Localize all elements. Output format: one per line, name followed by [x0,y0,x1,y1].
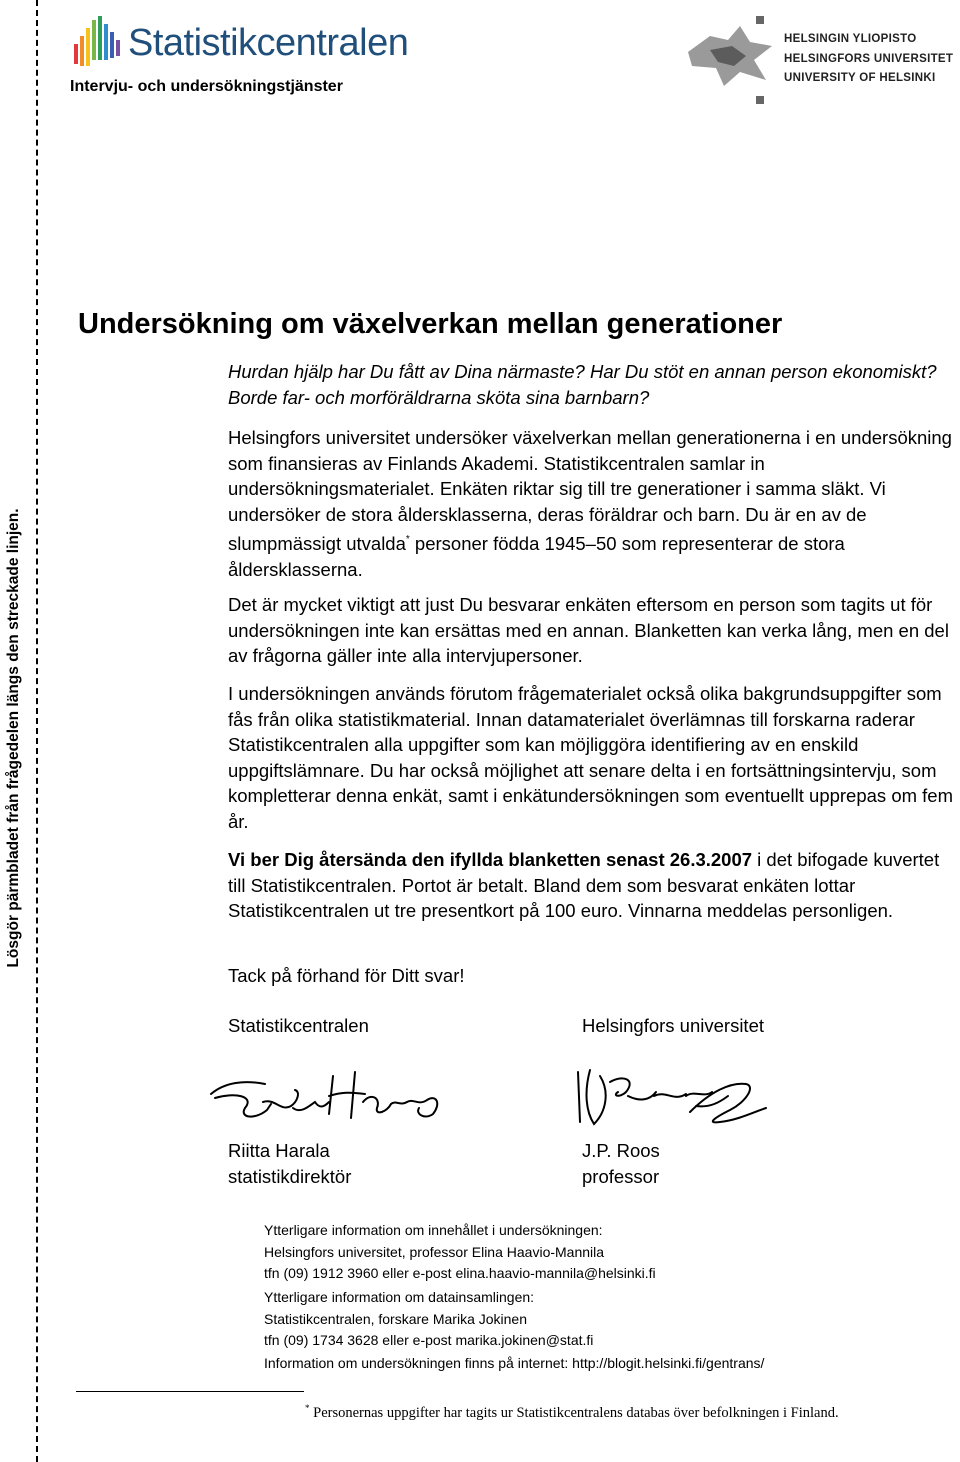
paragraph-4 [228,847,960,924]
signature-org-1: Statistikcentralen [228,1015,369,1036]
university-names [784,30,953,89]
university-name-fi: HELSINGIN YLIOPISTO [784,33,917,45]
signatory-2-name: J.P. Roos [582,1140,660,1161]
signatory-1 [228,1138,351,1189]
data-info-contact: Statistikcentralen, forskare Marika Jokinen [264,1310,527,1327]
content-info-contact: Helsingfors universitet, professor Elina Haavio-Mannila [264,1243,605,1260]
university-name-sv: HELSINGFORS UNIVERSITET [784,52,954,65]
signatory-2-role: professor [582,1165,660,1187]
org-name: Statistikcentralen [128,22,409,64]
paragraph-1-after: personer födda 1945–50 som representerar de stora åldersklasserna. [228,533,845,580]
paragraph-1 [228,425,960,582]
university-emblem-icon [680,16,800,108]
footnote-mark: * [305,1403,310,1413]
data-info-heading: Ytterligare information om datainsamlingen: [264,1289,535,1305]
thanks-line: Tack på förhand för Ditt svar! [228,965,465,986]
university-name-en: UNIVERSITY OF HELSINKI [784,72,936,84]
paragraph-1-text [228,425,960,582]
paragraph-3-text: I undersökningen används förutom frågematerialet också olika bakgrundsuppgifter som fås från olika statistikmaterial. Innan datamaterialet överlämnas till forskarna raderar Statistikcentralen alla uppgifter som kan möjliggöra identifiering av en enskild uppgiftslämnare. Du har också möjlighet att senare delta i en fortsättningsintervju, som kompletterar denna enkät, samt i enkätundersökningen som eventuellt upprepas om fem år. [228,683,953,832]
handwritten-signature-1 [205,1062,450,1132]
cut-line [36,0,38,1462]
paragraph-4-text [228,847,960,924]
footnote-ref: * [405,534,410,545]
thanks-text [228,963,960,989]
signature-org-2: Helsingfors universitet [582,1015,764,1036]
paragraph-1-before: Helsingfors universitet undersöker växelverkan mellan generationerna i en undersökning som finansieras av Finlands Akademi. Statistikcentralen samlar in undersökningsmaterialet. Enkäten riktar sig till tre generationer i samma släkt. Vi undersöker de stora åldersklasserna, deras föräldrar och barn. Du är en av de slumpmässigt utvalda [228,427,952,554]
footnote [305,1403,839,1422]
signatory-1-role: statistikdirektör [228,1165,352,1187]
intro-text [228,359,960,410]
content-info-heading: Ytterligare information om innehållet i undersökningen: [264,1222,603,1238]
content-info-phone: tfn (09) 1912 3960 eller e-post elina.haavio-mannila@helsinki.fi [264,1265,656,1281]
org-subtitle: Intervju- och undersökningstjänster [70,78,343,95]
side-note [0,0,28,1462]
data-info-block [264,1287,593,1352]
page-title: Undersökning om växelverkan mellan generationer [78,308,783,340]
logo-bars-icon [74,16,120,66]
web-info: Information om undersökningen finns på internet: http://blogit.helsinki.fi/gentrans/ [264,1355,765,1371]
content-info-block [264,1220,656,1285]
paragraph-3 [228,681,960,834]
intro-paragraph: Hurdan hjälp har Du fått av Dina närmaste? Har Du stöt en annan person ekonomiskt? Borde far- och morföräldrarna sköta sina barnbarn? [228,361,937,408]
paragraph-2 [228,592,960,669]
signatory-2 [582,1138,660,1189]
signatory-1-name: Riitta Harala [228,1140,330,1161]
handwritten-signature-2 [570,1062,770,1142]
footnote-divider [76,1391,304,1392]
data-info-phone: tfn (09) 1734 3628 eller e-post marika.jokinen@stat.fi [264,1332,594,1348]
deadline-text: Vi ber Dig återsända den ifyllda blanketten senast 26.3.2007 [228,849,753,870]
paragraph-4-rest: i det bifogade kuvertet till Statistikcentralen. Portot är betalt. Bland dem som besvarat enkäten lottar Statistikcentralen ut tre presentkort på 100 euro. Vinnarna meddelas personligen. [228,849,940,921]
side-note-text: Lösgör pärmbladet från frågedelen längs den streckade linjen. [5,508,22,968]
paragraph-2-text: Det är mycket viktigt att just Du besvarar enkäten eftersom en person som tagits ut för undersökningen inte kan ersättas med en annan. Blanketten kan verka lång, men en del av frågorna gäller inte alla intervjupersoner. [228,594,949,666]
footnote-text: Personernas uppgifter har tagits ur Statistikcentralens databas över befolkningen i Finland. [309,1405,839,1421]
